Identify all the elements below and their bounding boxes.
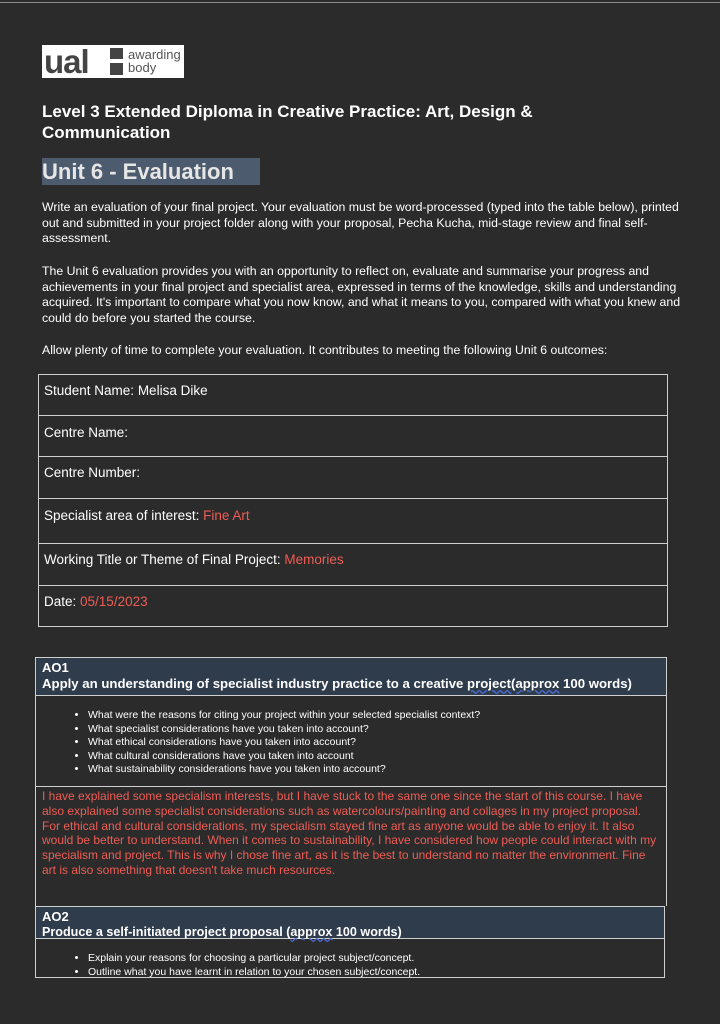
project-theme-row[interactable]: Working Title or Theme of Final Project: Memories: [39, 544, 667, 586]
list-item: • What sustainability considerations have you taken into account?: [88, 763, 666, 777]
intro-paragraph-1: Write an evaluation of your final project. Your evaluation must be word-processed (typed into the table below), printed out and submitted in your project folder along with your proposal, Pecha Kucha, mid-stage review and final self-assessment.: [42, 200, 679, 246]
logo-text: awarding body: [128, 47, 181, 75]
qualification-heading: Level 3 Extended Diploma in Creative Practice: Art, Design & Communication: [42, 102, 533, 142]
ao1-title: Apply an understanding of specialist industry practice to a creative project(approx 100 words): [42, 676, 632, 691]
date-row[interactable]: Date: 05/15/2023: [44, 594, 148, 609]
logo-colon-icon: [110, 48, 124, 75]
unit-title: Unit 6 - Evaluation: [42, 158, 260, 185]
date-value: 05/15/2023: [80, 594, 148, 609]
ual-logo: [42, 45, 184, 78]
list-item: • What were the reasons for citing your project within your selected specialist context?: [88, 709, 666, 723]
ao2-question-list: [36, 939, 664, 979]
ao1-code: AO1: [42, 660, 69, 675]
project-theme-value: Memories: [284, 552, 344, 567]
ao1-answer[interactable]: I have explained some specialism interests, but I have stuck to the same one since the start of this course. I have also explained some specialist considerations such as watercolours/painting and collages in my project proposal. For ethical and cultural considerations, my specialism stayed fine art as anyone would be able to enjoy it. It also would be better to understand. When it comes to sustainability, I have considered how people could interact with my specialism and project. This is why I chose fine art, as it is the best to understand no matter the environment. Fine art is also something that doesn't take much resources.: [36, 786, 666, 906]
student-name-value: Melisa Dike: [137, 383, 208, 398]
student-info-table: [38, 374, 668, 627]
logo-mark: ual: [44, 43, 89, 80]
list-item: • Explain your reasons for choosing a particular project subject/concept.: [88, 951, 664, 965]
centre-number-row[interactable]: Centre Number:: [39, 457, 667, 499]
ao1-section: [35, 657, 667, 906]
ao2-section: [35, 906, 665, 978]
ao2-header: [36, 907, 664, 939]
ao1-question-list: [36, 702, 666, 786]
top-divider: [0, 2, 720, 3]
specialist-area-value: Fine Art: [203, 508, 250, 523]
centre-name-row[interactable]: Centre Name:: [39, 416, 667, 457]
student-name-row[interactable]: Student Name: Melisa Dike: [39, 375, 667, 416]
ao1-header: [36, 658, 666, 696]
specialist-area-row[interactable]: Specialist area of interest: Fine Art: [39, 499, 667, 544]
list-item: • What specialist considerations have you taken into account?: [88, 723, 666, 737]
intro-paragraph-3: Allow plenty of time to complete your evaluation. It contributes to meeting the following Unit 6 outcomes:: [42, 343, 608, 357]
list-item: • What ethical considerations have you taken into account?: [88, 736, 666, 750]
intro-paragraph-2: The Unit 6 evaluation provides you with an opportunity to reflect on, evaluate and summarise your progress and achievements in your final project and specialist area, expressed in terms of the knowledge, skills and understanding acquired. It's important to compare what you now know, and what it means to you, compared with what you knew and could do before you started the course.: [42, 264, 681, 325]
list-item: • Outline what you have learnt in relation to your chosen subject/concept.: [88, 965, 664, 979]
list-item: • What cultural considerations have you taken into account: [88, 750, 666, 764]
ao2-code: AO2: [42, 909, 69, 924]
ao2-title: Produce a self-initiated project proposal (approx 100 words): [42, 925, 402, 939]
